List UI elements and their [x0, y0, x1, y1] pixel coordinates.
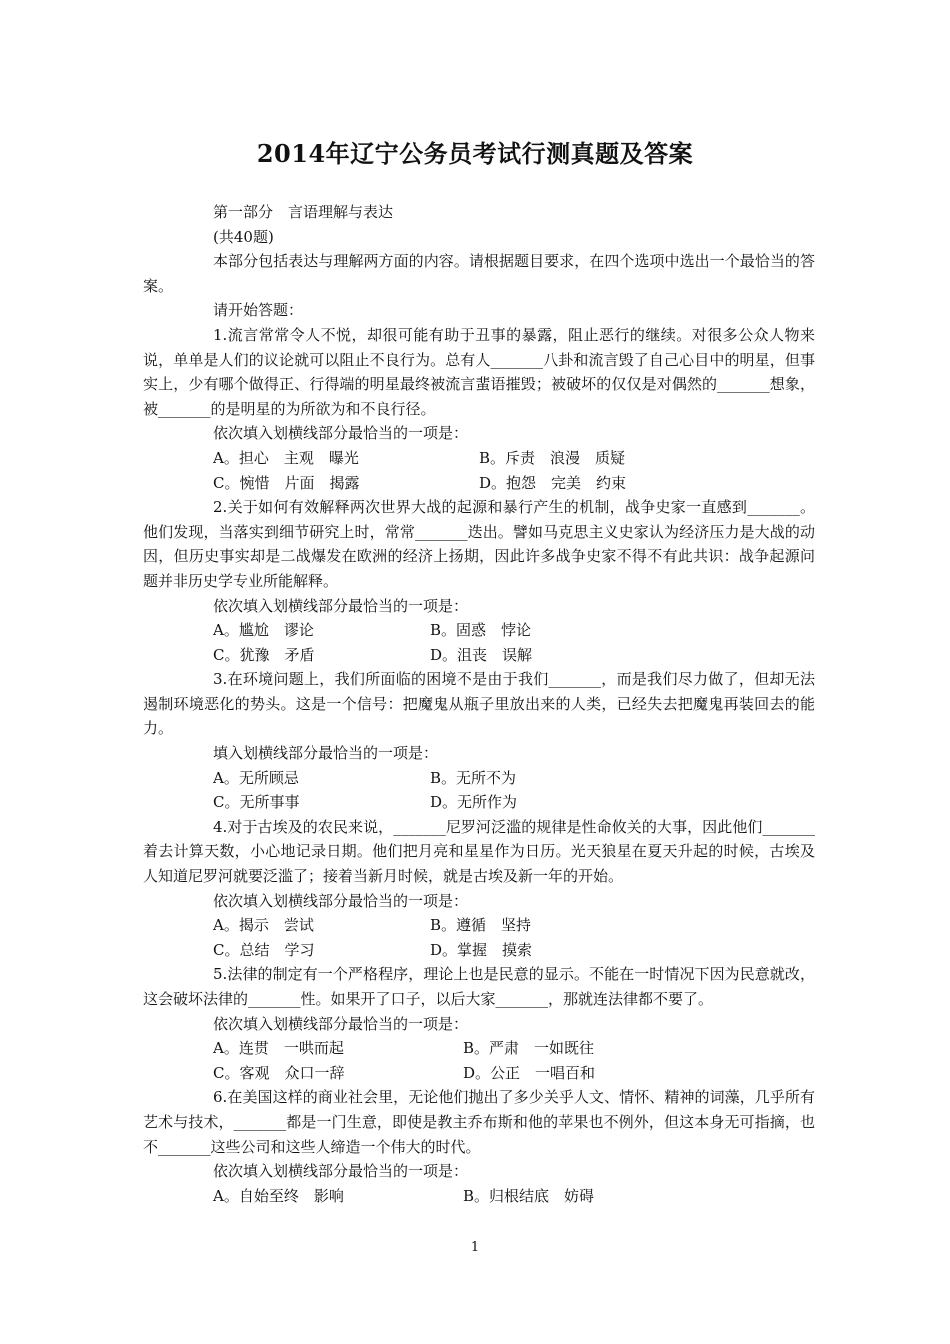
option-a: A。连贯 一哄而起: [213, 1039, 344, 1058]
option-a: A。担心 主观 曝光: [213, 448, 359, 467]
question-5-prompt: 依次填入划横线部分最恰当的一项是：: [213, 1014, 469, 1033]
question-3-prompt: 填入划横线部分最恰当的一项是：: [213, 744, 439, 763]
question-3-options-row-1: [143, 766, 815, 791]
question-6-options-row-1: [143, 1184, 815, 1209]
question-4-options-row-1: [143, 913, 815, 938]
option-d: D。公正 一唱百和: [463, 1063, 596, 1082]
question-6-prompt: 依次填入划横线部分最恰当的一项是：: [213, 1162, 469, 1181]
option-d: D。抱怨 完美 约束: [479, 473, 627, 492]
question-5-text: 5.法律的制定有一个严格程序，理论上也是民意的显示。不能在一时情况下因为民意就改，这会破坏法律的_______性。如果开了口子，以后大家_______，那就连法律都不要了。: [143, 965, 815, 1008]
option-b: B。斥责 浪漫 质疑: [479, 448, 626, 467]
question-5-options-row-2: [143, 1061, 815, 1086]
option-b: B。归根结底 妨碍: [463, 1186, 595, 1205]
option-a: A。揭示 尝试: [213, 916, 314, 935]
option-a: A。自始至终 影响: [213, 1186, 344, 1205]
option-a: A。无所顾忌: [213, 768, 299, 787]
question-2-options-row-2: [143, 643, 815, 668]
option-d: D。无所作为: [430, 793, 518, 812]
page-number: 1: [470, 1240, 480, 1255]
option-c: C。客观 众口一辞: [213, 1063, 345, 1082]
question-2-text: 2.关于如何有效解释两次世界大战的起源和暴行产生的机制，战争史家一直感到_______。他们发现，当落实到细节研究上时，常常_______迭出。譬如马克思主义史家认为经济压力是大战的动因，但历史事实却是二战爆发在欧洲的经济上扬期，因此许多战争史家不得不有此共识：战争起源问题并非历史学专业所能解释。: [143, 498, 815, 590]
question-3-text: 3.在环境问题上，我们所面临的困境不是由于我们_______，而是我们尽力做了，但却无法遏制环境恶化的势头。这是一个信号：把魔鬼从瓶子里放出来的人类，已经失去把魔鬼再装回去的能力。: [143, 670, 815, 738]
question-5-options-row-1: [143, 1036, 815, 1061]
option-b: B。无所不为: [430, 768, 517, 787]
section-heading: 第一部分 言语理解与表达: [213, 203, 394, 221]
page-title: 2014年辽宁公务员考试行测真题及答案: [256, 139, 694, 168]
question-1-prompt: 依次填入划横线部分最恰当的一项是：: [213, 424, 469, 443]
option-c: C。惋惜 片面 揭露: [213, 473, 360, 492]
question-2-prompt: 依次填入划横线部分最恰当的一项是：: [213, 596, 469, 615]
question-1-text: 1.流言常常令人不悦，却很可能有助于丑事的暴露，阻止恶行的继续。对很多公众人物来说，单单是人们的议论就可以阻止不良行为。总有人_______八卦和流言毁了自己心目中的明星，但事实上，少有哪个做得正、行得端的明星最终被流言蜚语摧毁；被破坏的仅仅是对偶然的_______想象，被_______的是明星的为所欲为和不良行径。: [143, 325, 815, 418]
question-count: (共40题): [213, 227, 274, 246]
option-c: C。无所事事: [213, 793, 300, 812]
question-4-prompt: 依次填入划横线部分最恰当的一项是：: [213, 891, 469, 910]
option-a: A。尴尬 谬论: [213, 621, 314, 640]
question-1-options-row-1: [143, 446, 815, 471]
start-prompt: 请开始答题：: [213, 301, 304, 320]
option-c: C。总结 学习: [213, 940, 315, 959]
option-d: D。沮丧 误解: [430, 645, 533, 664]
option-b: B。固惑 悖论: [430, 621, 532, 640]
question-1-options-row-2: [143, 471, 815, 496]
question-6-text: 6.在美国这样的商业社会里，无论他们抛出了多少关乎人文、情怀、精神的词藻，几乎所有艺术与技术，_______都是一门生意，即使是教主乔布斯和他的苹果也不例外，但这本身无可指摘，也不_______这些公司和这些人缔造一个伟大的时代。: [143, 1088, 815, 1156]
question-4-options-row-2: [143, 938, 815, 963]
option-b: B。遵循 坚持: [430, 916, 532, 935]
option-d: D。掌握 摸索: [430, 940, 533, 959]
document-body: [143, 200, 815, 1208]
question-4-text: 4.对于古埃及的农民来说，_______尼罗河泛滥的规律是性命攸关的大事，因此他们_______着去计算天数，小心地记录日期。他们把月亮和星星作为日历。光天狼星在夏天升起的时候，古埃及人知道尼罗河就要泛滥了；接着当新月时候，就是古埃及新一年的开始。: [143, 817, 815, 886]
question-2-options-row-1: [143, 618, 815, 643]
option-b: B。严肃 一如既往: [463, 1039, 595, 1058]
instructions: 本部分包括表达与理解两方面的内容。请根据题目要求，在四个选项中选出一个最恰当的答案。: [143, 252, 815, 295]
option-c: C。犹豫 矛盾: [213, 645, 315, 664]
question-3-options-row-2: [143, 790, 815, 815]
